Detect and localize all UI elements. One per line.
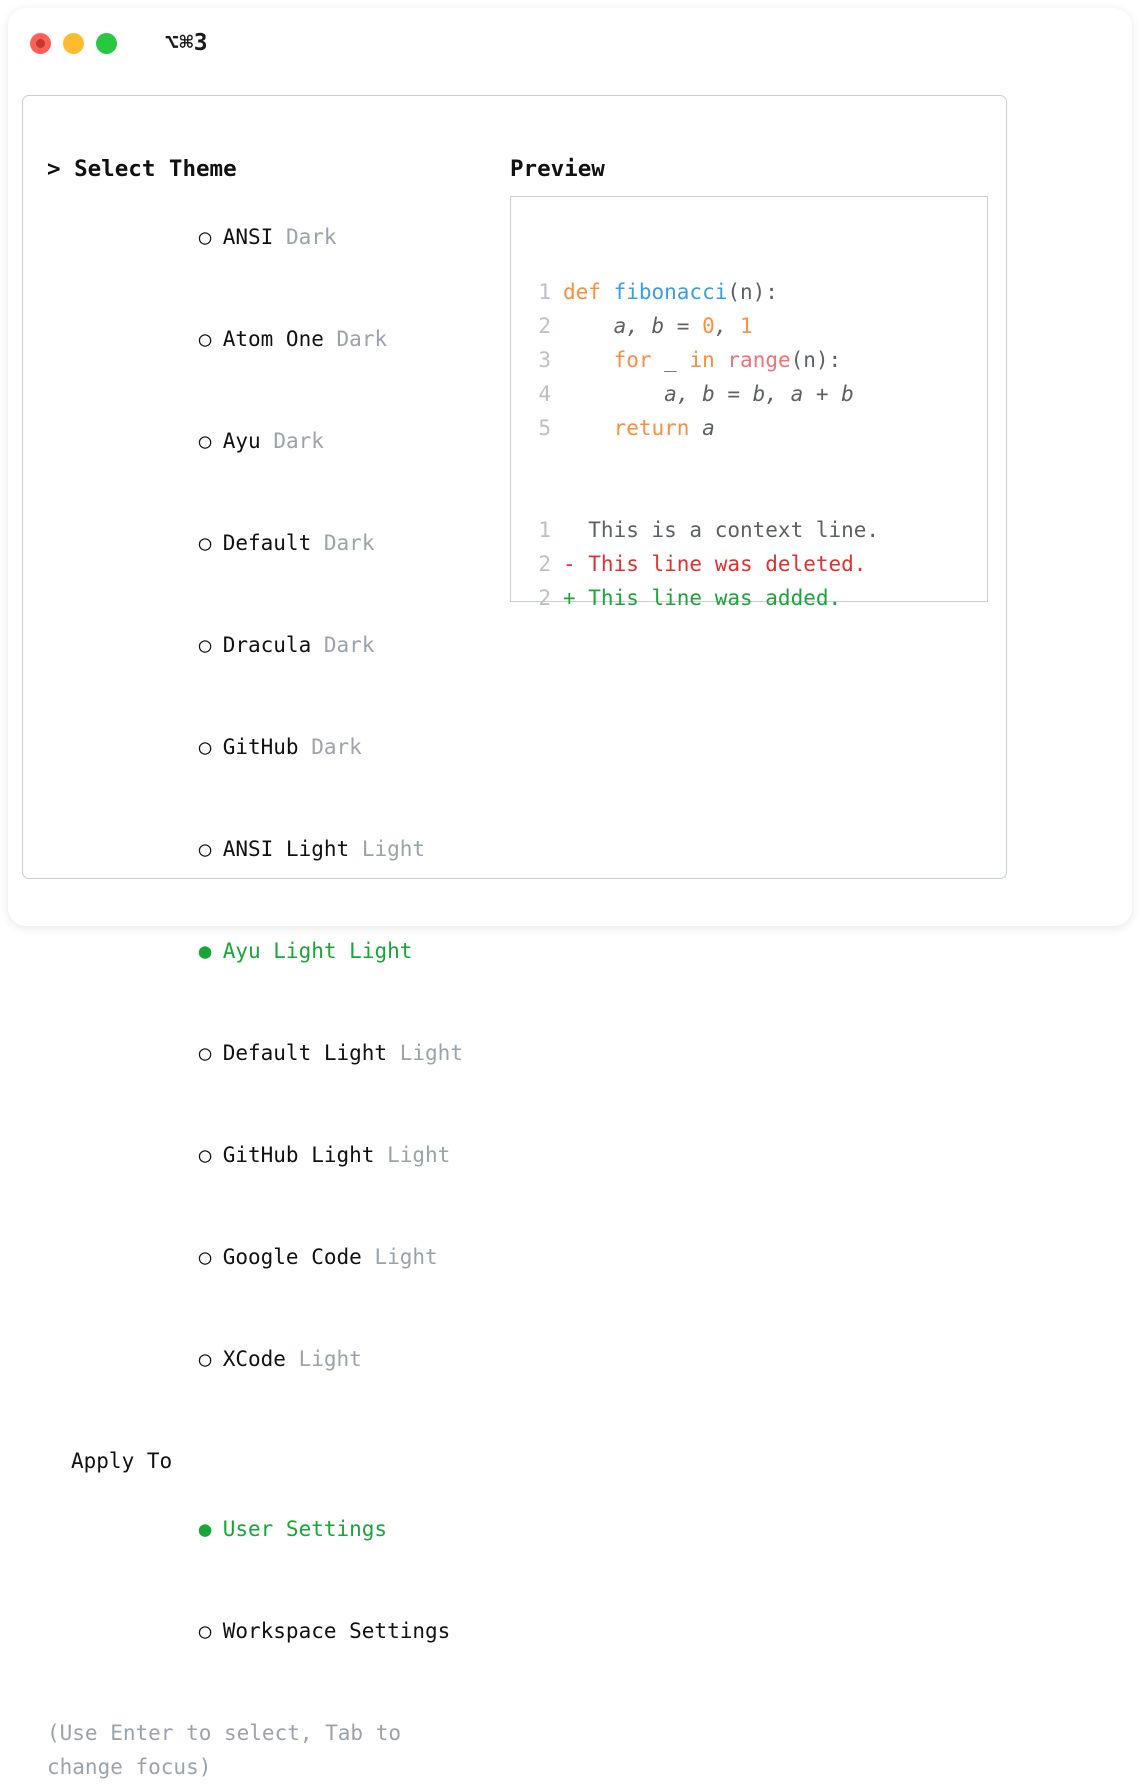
theme-list-item[interactable] [47, 696, 487, 798]
theme-list-item[interactable] [47, 798, 487, 900]
apply-option-label: User Settings [222, 1517, 388, 1541]
radio-icon: ○ [198, 837, 212, 861]
diff-line-deleted [529, 552, 866, 576]
line-number: 5 [538, 416, 551, 440]
code-token [563, 348, 614, 372]
theme-name: Atom One [222, 327, 324, 351]
radio-icon: ○ [198, 327, 212, 351]
line-number: 2 [538, 314, 551, 338]
radio-icon: ○ [198, 1143, 212, 1167]
code-token: a [702, 416, 715, 440]
code-token [689, 416, 702, 440]
theme-list-item[interactable] [47, 186, 487, 288]
radio-icon: ○ [198, 531, 212, 555]
maximize-button[interactable] [96, 33, 117, 54]
spacer [47, 1410, 487, 1444]
theme-name: Ayu [222, 429, 261, 453]
code-line [529, 382, 854, 406]
theme-name: Default [222, 531, 312, 555]
theme-variant: Light [361, 837, 426, 861]
radio-icon: ○ [198, 429, 212, 453]
radio-icon: ○ [198, 1041, 212, 1065]
apply-option-user-settings[interactable] [47, 1478, 487, 1580]
code-line [529, 314, 753, 338]
code-token [715, 348, 728, 372]
theme-list-item[interactable] [47, 1002, 487, 1104]
theme-list-item[interactable] [47, 1206, 487, 1308]
theme-selector-column [47, 152, 487, 1784]
close-button[interactable] [30, 33, 51, 54]
radio-icon-selected: ● [198, 939, 212, 963]
code-line [529, 348, 841, 372]
theme-name: ANSI Light [222, 837, 350, 861]
minimize-button[interactable] [63, 33, 84, 54]
theme-list[interactable] [47, 186, 487, 1410]
code-token: _ [651, 348, 690, 372]
radio-icon: ○ [198, 735, 212, 759]
theme-list-item[interactable] [47, 492, 487, 594]
code-token: , [714, 314, 741, 338]
theme-variant: Light [387, 1143, 451, 1167]
radio-icon: ○ [198, 1347, 212, 1371]
theme-name: ANSI [222, 225, 274, 249]
code-line [529, 416, 715, 440]
theme-name: XCode [222, 1347, 286, 1371]
apply-to-heading: Apply To [71, 1449, 173, 1473]
app-window [8, 8, 1132, 1779]
preview-heading: Preview [510, 156, 605, 182]
select-theme-heading: > Select Theme [47, 156, 237, 182]
preview-box [510, 196, 988, 610]
window-shortcut-label: ⌥⌘3 [165, 30, 209, 56]
theme-list-item[interactable] [47, 1308, 487, 1410]
line-number: 3 [538, 348, 551, 372]
theme-name: Dracula [222, 633, 312, 657]
theme-name: Google Code [222, 1245, 362, 1269]
code-token: in [689, 348, 715, 372]
code-token: (n): [790, 348, 842, 372]
theme-variant: Dark [336, 327, 388, 351]
code-line [529, 280, 778, 304]
theme-name: Default Light [222, 1041, 388, 1065]
theme-variant: Dark [285, 225, 337, 249]
theme-list-item-selected[interactable] [47, 900, 487, 1002]
code-token: a, b = [563, 314, 703, 338]
apply-to-list[interactable] [47, 1478, 487, 1682]
theme-variant: Light [399, 1041, 463, 1065]
theme-list-item[interactable] [47, 390, 487, 492]
apply-option-label: Workspace Settings [222, 1619, 451, 1643]
code-token [563, 416, 614, 440]
code-token: 0 [702, 314, 715, 338]
theme-list-item[interactable] [47, 288, 487, 390]
radio-icon: ○ [198, 633, 212, 657]
theme-name: GitHub Light [222, 1143, 375, 1167]
line-number: 2 [538, 586, 551, 610]
theme-variant: Dark [311, 735, 362, 759]
theme-variant: Dark [273, 429, 324, 453]
code-token: for [613, 348, 652, 372]
radio-icon: ○ [198, 1245, 212, 1269]
apply-option-workspace-settings[interactable] [47, 1580, 487, 1682]
line-number: 1 [538, 518, 551, 542]
radio-icon: ○ [198, 225, 212, 249]
code-token: def [563, 280, 614, 304]
code-token: range [727, 348, 791, 372]
diff-line-context [529, 518, 879, 542]
diff-text: This is a context line. [563, 518, 880, 542]
preview-column [510, 152, 990, 610]
theme-list-item[interactable] [47, 594, 487, 696]
theme-name: Ayu Light [222, 939, 337, 963]
blank-line [529, 445, 879, 479]
diff-line-added [529, 586, 841, 610]
traffic-lights [30, 33, 117, 54]
theme-name: GitHub [222, 735, 299, 759]
title-bar [8, 8, 1132, 78]
code-token: (n): [727, 280, 778, 304]
theme-variant: Dark [323, 633, 375, 657]
code-token: fibonacci [613, 280, 728, 304]
diff-text: + This line was added. [563, 586, 842, 610]
diff-text: - This line was deleted. [563, 552, 867, 576]
theme-variant: Light [349, 939, 413, 963]
theme-variant: Dark [323, 531, 375, 555]
radio-icon-selected: ● [198, 1517, 212, 1541]
keyboard-hint-text: (Use Enter to select, Tab to change focus) [47, 1721, 414, 1779]
line-number: 4 [538, 382, 551, 406]
line-number: 2 [538, 552, 551, 576]
code-preview [529, 241, 879, 649]
code-token: return [613, 416, 690, 440]
radio-icon: ○ [198, 1619, 212, 1643]
code-token: a, b = b, a + b [563, 382, 854, 406]
theme-list-item[interactable] [47, 1104, 487, 1206]
code-token: 1 [740, 314, 753, 338]
theme-variant: Light [374, 1245, 438, 1269]
theme-variant: Light [298, 1347, 362, 1371]
line-number: 1 [538, 280, 551, 304]
main-panel [22, 95, 1007, 1779]
